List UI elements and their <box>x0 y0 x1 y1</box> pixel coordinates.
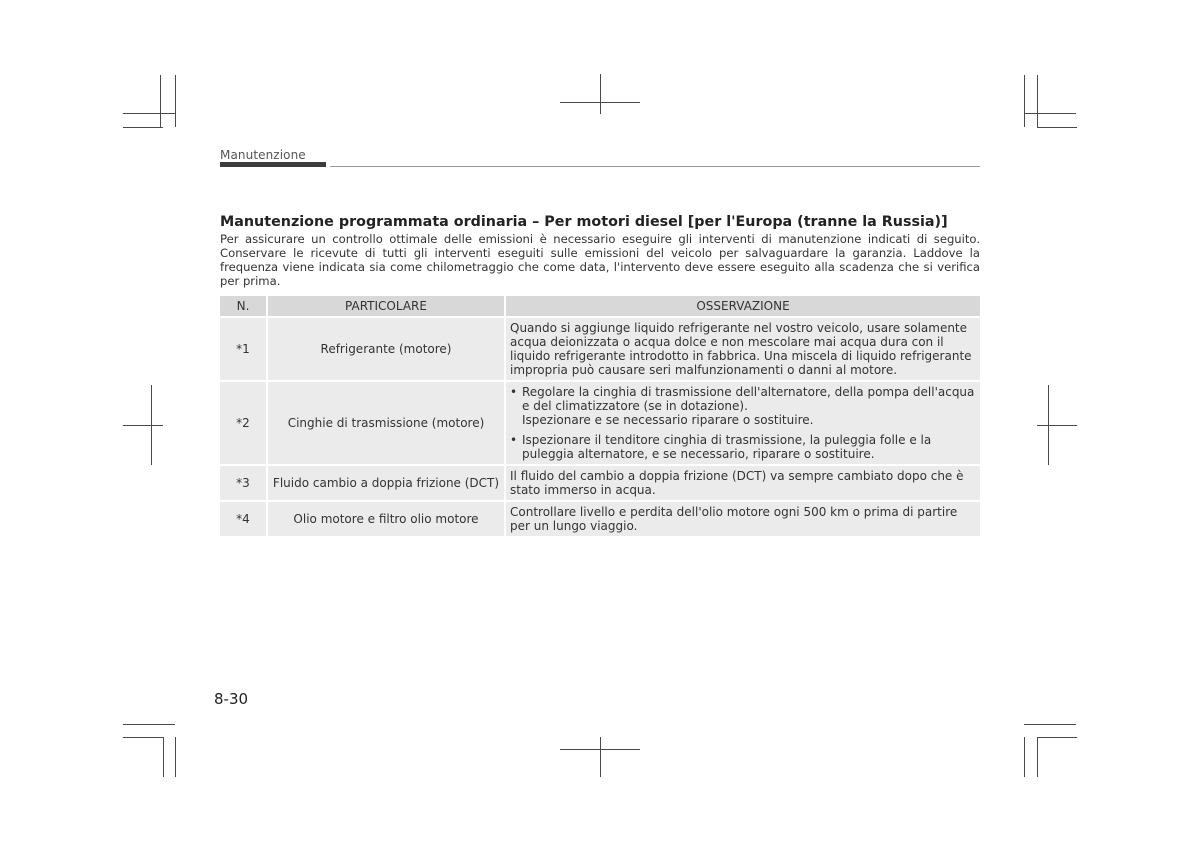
crop-mark <box>160 75 161 127</box>
crop-mark <box>1037 737 1077 738</box>
registration-mark <box>600 737 601 777</box>
crop-mark <box>163 737 164 777</box>
bullet-item <box>510 433 976 461</box>
table-row <box>220 382 980 464</box>
section-bar <box>220 162 326 167</box>
bullet-item <box>510 385 976 427</box>
bullet-icon: • <box>510 385 518 399</box>
crop-mark <box>1024 737 1025 777</box>
table-header-row <box>220 296 980 316</box>
crop-mark <box>1037 75 1038 127</box>
row-item: Olio motore e filtro olio motore <box>268 502 504 536</box>
row-number: *4 <box>220 502 266 536</box>
main-content <box>220 212 980 538</box>
column-header-n: N. <box>220 296 266 316</box>
bullet-text: Ispezionare il tenditore cinghia di trasmissione, la puleggia folle e la puleggia alternatore, e se necessario, riparare o sostituire. <box>522 433 932 461</box>
crop-mark <box>123 737 163 738</box>
column-header-particolare: PARTICOLARE <box>268 296 504 316</box>
intro-paragraph: Per assicurare un controllo ottimale delle emissioni è necessario eseguire gli interventi di manutenzione indicati di seguito. Conservare le ricevute di tutti gli interventi eseguiti sulle emissioni del veicolo per salvaguardare la garanzia. Laddove la frequenza viene indicata sia come chilometraggio che come data, l'intervento deve essere eseguito alla scadenza che si verifica per prima. <box>220 232 980 288</box>
crop-mark <box>1037 737 1038 777</box>
bullet-text-extra: Ispezionare e se necessario riparare o sostituire. <box>522 413 814 427</box>
registration-mark <box>123 425 163 426</box>
crop-mark <box>1024 75 1025 127</box>
table-row <box>220 466 980 500</box>
row-observation: Il fluido del cambio a doppia frizione (DCT) va sempre cambiato dopo che è stato immerso in acqua. <box>506 466 980 500</box>
registration-mark <box>1048 385 1049 465</box>
crop-mark <box>1037 127 1077 128</box>
crop-mark <box>175 75 176 127</box>
column-header-osservazione: OSSERVAZIONE <box>506 296 980 316</box>
table-row <box>220 318 980 380</box>
registration-mark <box>600 74 601 114</box>
row-item: Cinghie di trasmissione (motore) <box>268 382 504 464</box>
section-rule <box>330 166 980 167</box>
row-observation: Controllare livello e perdita dell'olio motore ogni 500 km o prima di partire per un lungo viaggio. <box>506 502 980 536</box>
crop-mark <box>123 127 163 128</box>
row-item: Refrigerante (motore) <box>268 318 504 380</box>
crop-mark <box>123 113 175 114</box>
crop-mark <box>123 724 175 725</box>
row-observation: Quando si aggiunge liquido refrigerante nel vostro veicolo, usare solamente acqua deionizzata o acqua dolce e non mescolare mai acqua dura con il liquido refrigerante introdotto in fabbrica. Una miscela di liquido refrigerante impropria può causare seri malfunzionamenti o danni al motore. <box>506 318 980 380</box>
row-number: *1 <box>220 318 266 380</box>
section-header <box>220 148 980 170</box>
table-row <box>220 502 980 536</box>
page-number: 8-30 <box>214 690 249 708</box>
row-item: Fluido cambio a doppia frizione (DCT) <box>268 466 504 500</box>
row-observation <box>506 382 980 464</box>
row-number: *2 <box>220 382 266 464</box>
section-label: Manutenzione <box>220 148 306 162</box>
crop-mark <box>1024 113 1076 114</box>
crop-mark <box>175 737 176 777</box>
maintenance-table <box>218 294 982 538</box>
row-number: *3 <box>220 466 266 500</box>
registration-mark <box>1037 425 1077 426</box>
bullet-text: Regolare la cinghia di trasmissione dell'alternatore, della pompa dell'acqua e del climatizzatore (se in dotazione). <box>522 385 975 413</box>
crop-mark <box>1024 724 1076 725</box>
registration-mark <box>151 385 152 465</box>
bullet-icon: • <box>510 433 518 447</box>
page-title: Manutenzione programmata ordinaria – Per motori diesel [per l'Europa (tranne la Russia)] <box>220 214 948 230</box>
